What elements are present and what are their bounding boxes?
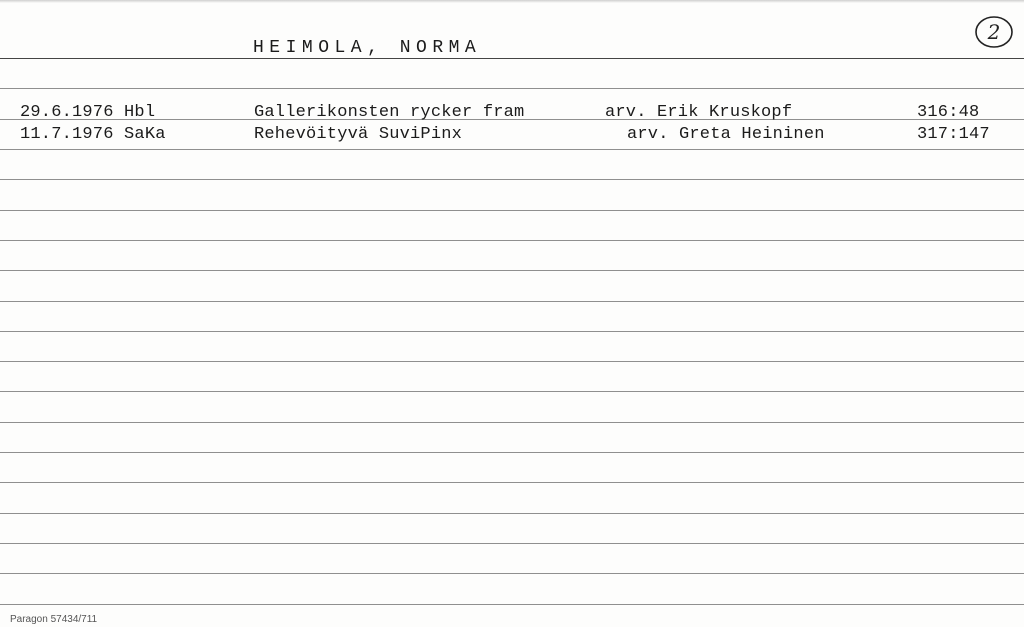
ruled-line (0, 270, 1024, 271)
ruled-line (0, 301, 1024, 302)
ruled-line (0, 361, 1024, 362)
ruled-line (0, 240, 1024, 241)
entry-date-source: 11.7.1976 SaKa (20, 125, 166, 144)
card-top-edge (0, 0, 1024, 3)
person-name: HEIMOLA, NORMA (253, 38, 482, 58)
ruled-line (0, 422, 1024, 423)
ruled-line (0, 331, 1024, 332)
ruled-line (0, 604, 1024, 605)
ruled-line (0, 482, 1024, 483)
ruled-line (0, 573, 1024, 574)
circled-card-number (974, 14, 1014, 50)
ruled-line (0, 513, 1024, 514)
card-number-text: 2 (987, 20, 1001, 44)
ruled-line (0, 391, 1024, 392)
entry-reviewer: arv. Greta Heininen (627, 125, 825, 144)
ruled-line (0, 452, 1024, 453)
ruled-line (0, 149, 1024, 150)
entry-reference: 317:147 (917, 125, 990, 144)
entry-reference: 316:48 (917, 103, 980, 122)
ruled-line (0, 210, 1024, 211)
ruled-line (0, 543, 1024, 544)
entry-date-source: 29.6.1976 Hbl (20, 103, 156, 122)
entry-title: Gallerikonsten rycker fram (254, 103, 525, 122)
entry-reviewer: arv. Erik Kruskopf (605, 103, 793, 122)
ruled-line (0, 88, 1024, 89)
ruled-line (0, 179, 1024, 180)
card-footer: Paragon 57434/711 (10, 614, 98, 625)
entry-title: Rehevöityvä SuviPinx (254, 125, 463, 144)
header-rule (0, 58, 1024, 59)
